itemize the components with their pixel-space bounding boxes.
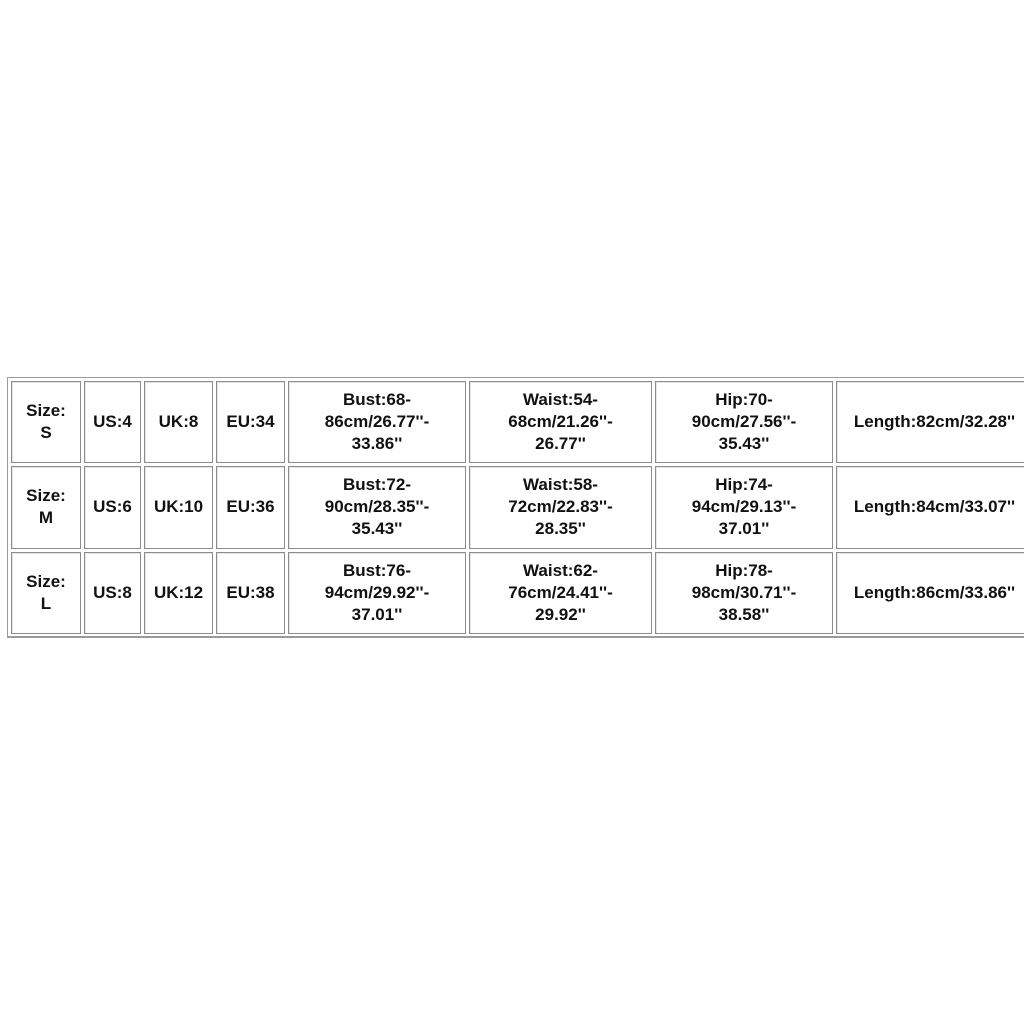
hip-line: 35.43'' (718, 434, 770, 454)
length-cell: Length:86cm/33.86'' (836, 552, 1024, 634)
waist-line: Waist:62- (523, 560, 598, 580)
length-cell: Length:84cm/33.07'' (836, 466, 1024, 548)
bust-line: 90cm/28.35''- (324, 497, 430, 517)
size-label: Size: (26, 401, 66, 421)
bust-line: 86cm/26.77''- (324, 412, 430, 432)
table-row (11, 552, 1024, 634)
bust-line: Bust:72- (342, 475, 411, 495)
bust-line: 37.01'' (351, 604, 403, 624)
uk-size-cell: UK:12 (144, 552, 213, 634)
table-row (11, 381, 1024, 463)
waist-cell (469, 381, 652, 463)
bust-line: 33.86'' (351, 434, 403, 454)
eu-size-cell: EU:36 (216, 466, 285, 548)
size-value: M (38, 508, 54, 528)
waist-line: 28.35'' (535, 519, 586, 539)
hip-cell (655, 552, 833, 634)
length-cell: Length:82cm/32.28'' (836, 381, 1024, 463)
bust-line: 35.43'' (351, 519, 403, 539)
size-cell (11, 381, 81, 463)
uk-size-cell: UK:10 (144, 466, 213, 548)
size-cell (11, 466, 81, 548)
us-size-cell: US:6 (84, 466, 141, 548)
hip-line: Hip:70- (715, 390, 773, 410)
waist-line: 29.92'' (535, 604, 586, 624)
bust-cell (288, 381, 466, 463)
waist-line: Waist:54- (523, 390, 598, 410)
size-chart-table (7, 377, 1024, 638)
hip-cell (655, 466, 833, 548)
bust-cell (288, 466, 466, 548)
hip-line: 90cm/27.56''- (691, 412, 797, 432)
size-cell (11, 552, 81, 634)
uk-size-cell: UK:8 (144, 381, 213, 463)
hip-line: 94cm/29.13''- (691, 497, 797, 517)
waist-line: Waist:58- (523, 475, 598, 495)
us-size-cell: US:4 (84, 381, 141, 463)
bust-line: Bust:76- (342, 560, 411, 580)
waist-line: 72cm/22.83''- (508, 497, 613, 517)
bust-line: 94cm/29.92''- (324, 582, 430, 602)
waist-cell (469, 552, 652, 634)
hip-line: 38.58'' (718, 604, 770, 624)
eu-size-cell: EU:34 (216, 381, 285, 463)
us-size-cell: US:8 (84, 552, 141, 634)
waist-line: 26.77'' (535, 434, 586, 454)
hip-line: 37.01'' (718, 519, 770, 539)
size-label: Size: (26, 486, 66, 506)
hip-line: 98cm/30.71''- (691, 582, 797, 602)
bust-cell (288, 552, 466, 634)
size-value: S (40, 423, 52, 443)
hip-cell (655, 381, 833, 463)
hip-line: Hip:74- (715, 475, 773, 495)
size-label: Size: (26, 571, 66, 591)
hip-line: Hip:78- (715, 560, 773, 580)
waist-cell (469, 466, 652, 548)
table-row (11, 466, 1024, 548)
size-value: L (40, 593, 52, 613)
waist-line: 76cm/24.41''- (508, 582, 613, 602)
eu-size-cell: EU:38 (216, 552, 285, 634)
waist-line: 68cm/21.26''- (508, 412, 613, 432)
bust-line: Bust:68- (342, 390, 411, 410)
